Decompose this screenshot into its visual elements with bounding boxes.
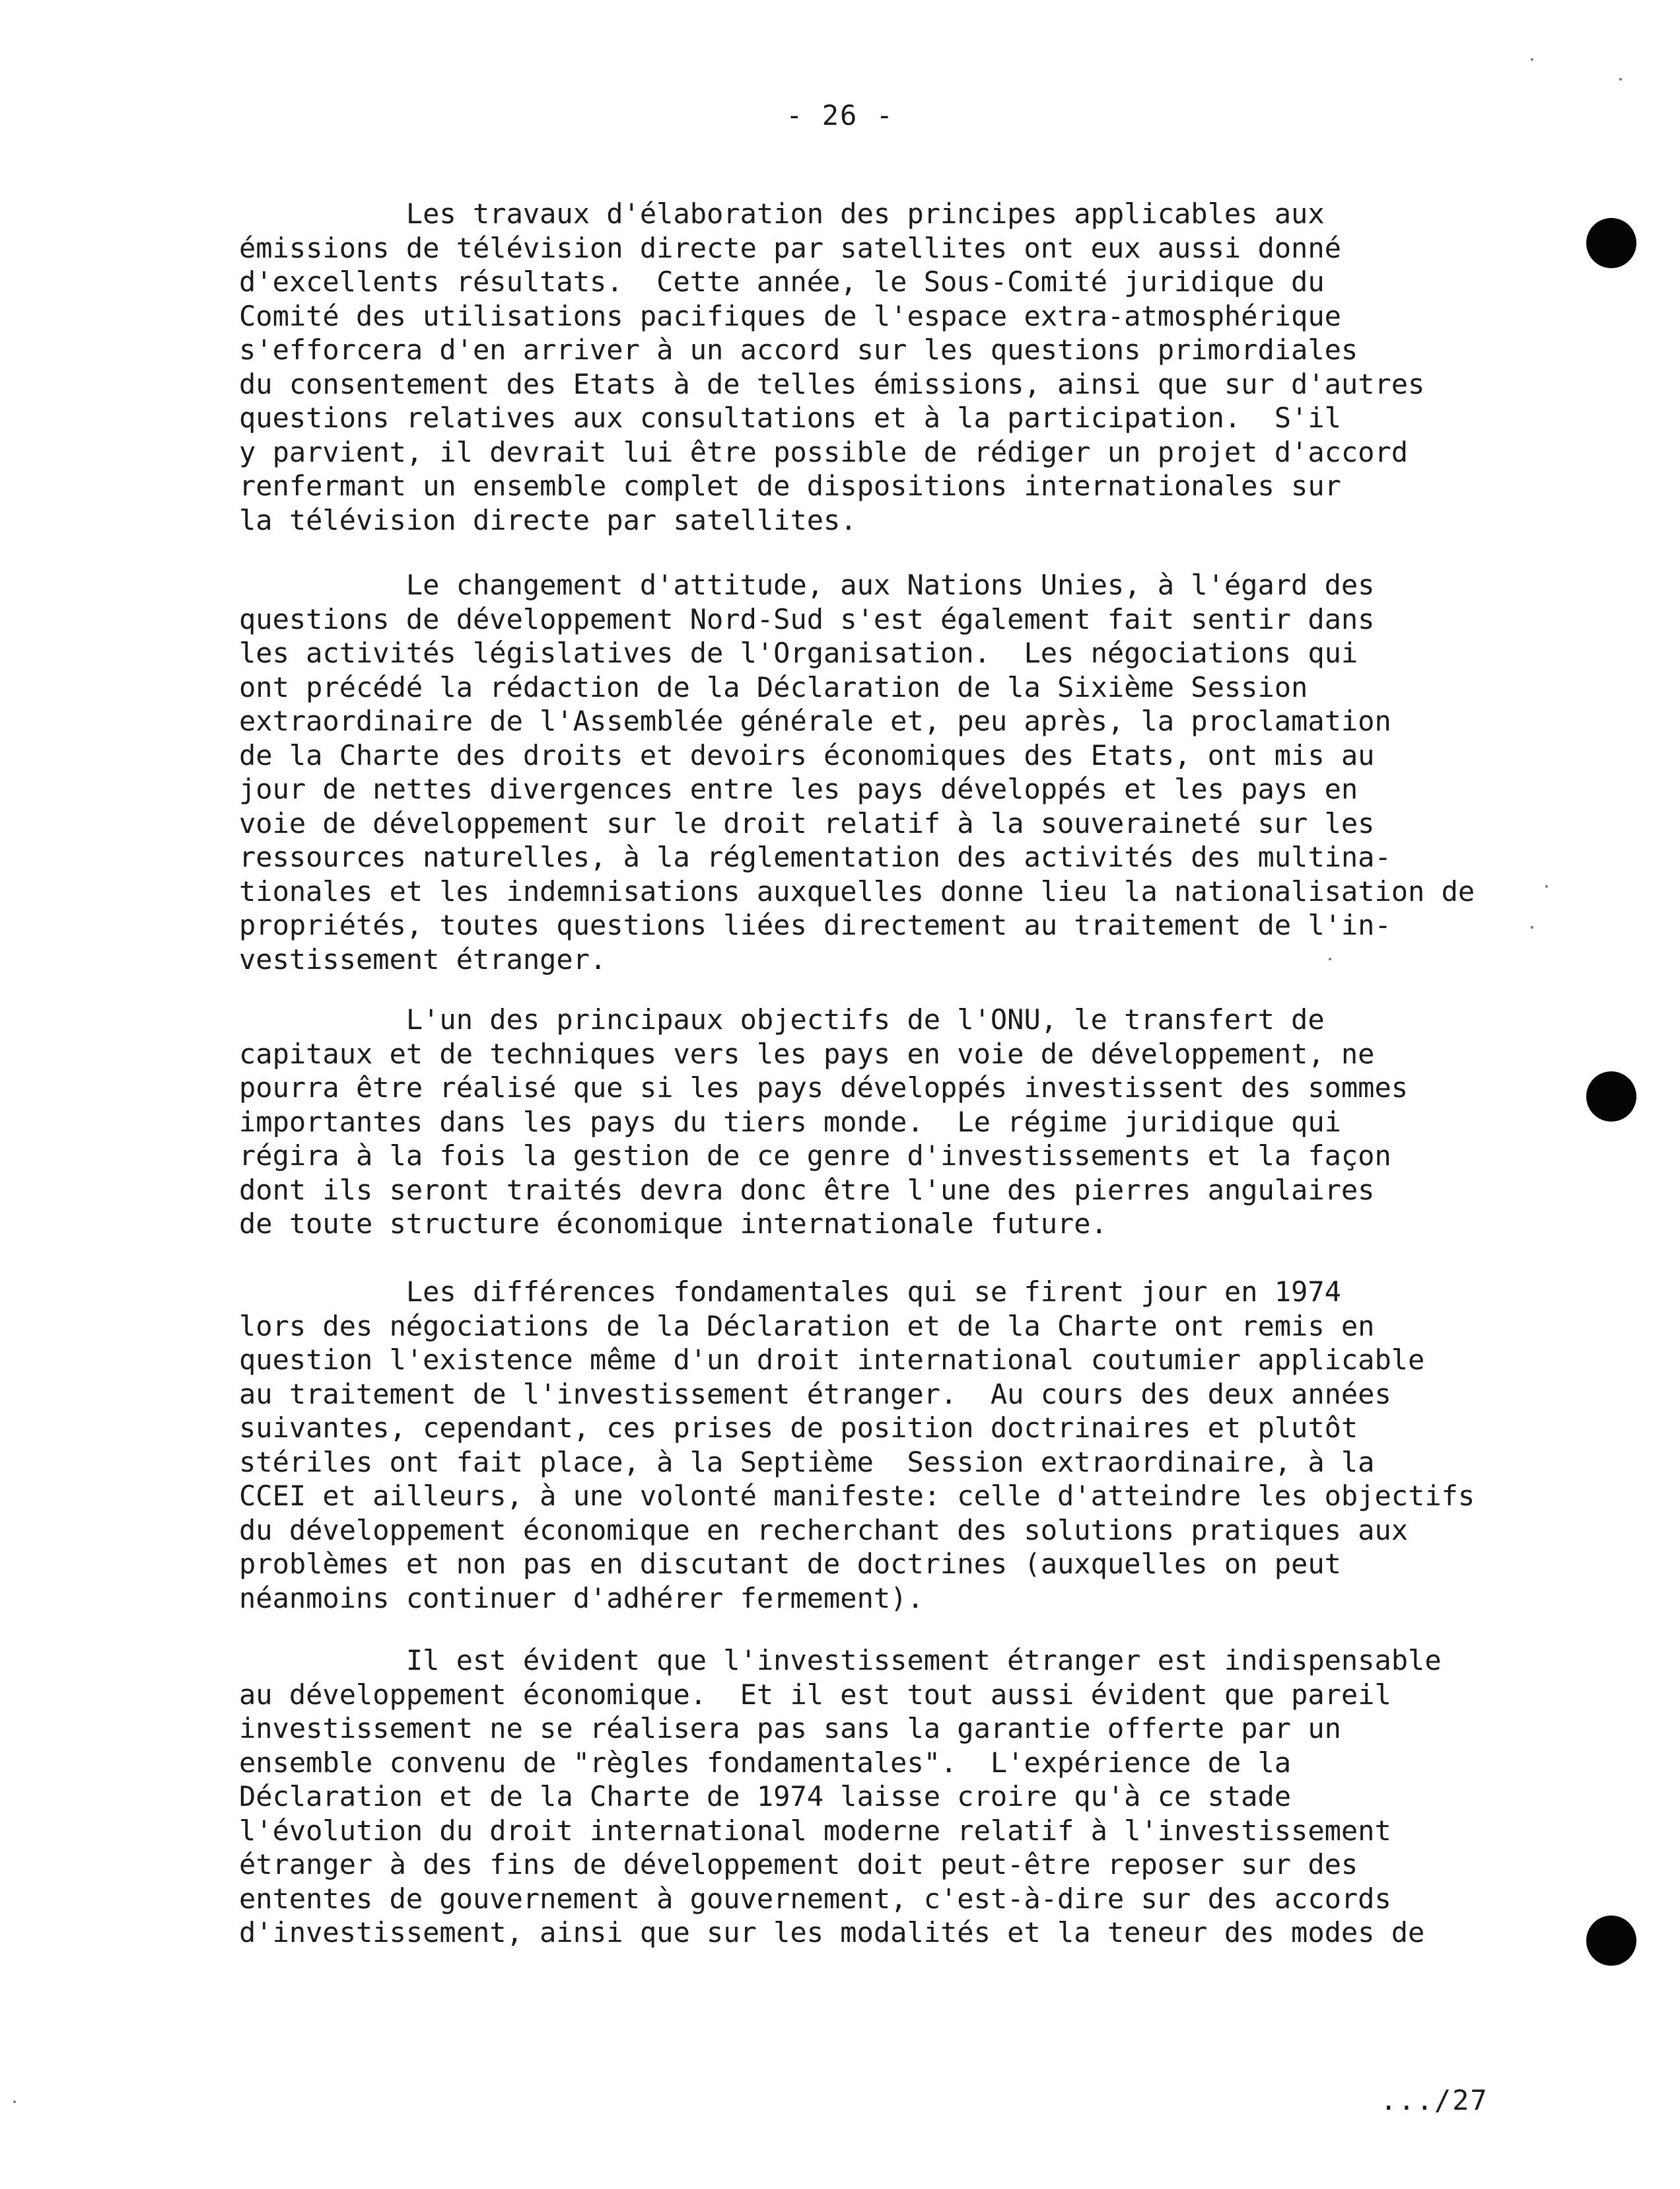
scan-speck bbox=[1545, 885, 1548, 888]
paragraph-line: question l'existence même d'un droit international coutumier applicable bbox=[239, 1344, 1425, 1376]
paragraph-line: du développement économique en recherchant des solutions pratiques aux bbox=[239, 1513, 1409, 1546]
paragraph-line: jour de nettes divergences entre les pays développés et les pays en bbox=[239, 773, 1358, 805]
paragraph-line: ensemble convenu de "règles fondamentales". L'expérience de la bbox=[239, 1746, 1292, 1779]
paragraph-line: d'excellents résultats. Cette année, le Sous-Comité juridique du bbox=[239, 266, 1325, 298]
paragraph-line: au traitement de l'investissement étranger. Au cours des deux années bbox=[239, 1377, 1391, 1410]
paragraph-line: régira à la fois la gestion de ce genre d'investissements et la façon bbox=[239, 1139, 1391, 1172]
paragraph-line: d'investissement, ainsi que sur les modalités et la teneur des modes de bbox=[239, 1916, 1425, 1949]
paragraph-line: vestissement étranger. bbox=[239, 943, 607, 976]
paragraph-line: Les travaux d'élaboration des principes applicables aux bbox=[239, 197, 1325, 230]
scan-speck bbox=[1531, 926, 1533, 929]
scan-speck bbox=[1619, 78, 1622, 81]
paragraph-line: y parvient, il devrait lui être possible de rédiger un projet d'accord bbox=[239, 435, 1409, 468]
paragraph-line: Comité des utilisations pacifiques de l'espace extra-atmosphérique bbox=[239, 299, 1341, 332]
paragraph-line: renfermant un ensemble complet de dispositions internationales sur bbox=[239, 470, 1341, 502]
paragraph-1 bbox=[239, 197, 1507, 537]
paragraph-line: suivantes, cependant, ces prises de position doctrinaires et plutôt bbox=[239, 1412, 1358, 1444]
paragraph-line: tionales et les indemnisations auxquelles donne lieu la nationalisation de bbox=[239, 875, 1475, 908]
paragraph-line: de toute structure économique internationale future. bbox=[239, 1207, 1107, 1240]
paragraph-line: la télévision directe par satellites. bbox=[239, 503, 857, 536]
paragraph-line: Les différences fondamentales qui se firent jour en 1974 bbox=[239, 1275, 1341, 1308]
paragraph-line: au développement économique. Et il est tout aussi évident que pareil bbox=[239, 1678, 1391, 1711]
paragraph-line: les activités législatives de l'Organisation. Les négociations qui bbox=[239, 637, 1358, 669]
punch-hole bbox=[1586, 218, 1636, 268]
paragraph-line: Le changement d'attitude, aux Nations Unies, à l'égard des bbox=[239, 569, 1375, 601]
paragraph-line: lors des négociations de la Déclaration et de la Charte ont remis en bbox=[239, 1309, 1375, 1342]
paragraph-4 bbox=[239, 1275, 1507, 1615]
paragraph-line: pourra être réalisé que si les pays développés investissent des sommes bbox=[239, 1071, 1409, 1104]
paragraph-line: l'évolution du droit international moderne relatif à l'investissement bbox=[239, 1814, 1391, 1847]
paragraph-5 bbox=[239, 1643, 1507, 1950]
paragraph-2 bbox=[239, 568, 1507, 976]
paragraph-3 bbox=[239, 1003, 1507, 1241]
paragraph-line: importantes dans les pays du tiers monde. Le régime juridique qui bbox=[239, 1105, 1341, 1138]
paragraph-line: propriétés, toutes questions liées directement au traitement de l'in- bbox=[239, 909, 1391, 941]
paragraph-line: s'efforcera d'en arriver à un accord sur les questions primordiales bbox=[239, 334, 1358, 366]
scan-speck bbox=[13, 2100, 16, 2103]
paragraph-line: capitaux et de techniques vers les pays en voie de développement, ne bbox=[239, 1037, 1375, 1070]
paragraph-line: dont ils seront traités devra donc être l'une des pierres angulaires bbox=[239, 1173, 1375, 1206]
continuation-marker: .../27 bbox=[1380, 2084, 1488, 2116]
page-number: - 26 - bbox=[786, 99, 894, 131]
paragraph-line: ont précédé la rédaction de la Déclaration de la Sixième Session bbox=[239, 670, 1308, 703]
punch-hole bbox=[1586, 1071, 1636, 1122]
paragraph-line: de la Charte des droits et devoirs économiques des Etats, ont mis au bbox=[239, 738, 1375, 772]
paragraph-line: stériles ont fait place, à la Septième Session extraordinaire, à la bbox=[239, 1445, 1375, 1478]
paragraph-line: ententes de gouvernement à gouvernement, c'est-à-dire sur des accords bbox=[239, 1882, 1391, 1915]
paragraph-line: étranger à des fins de développement doit peut-être reposer sur des bbox=[239, 1848, 1358, 1881]
paragraph-line: Il est évident que l'investissement étranger est indispensable bbox=[239, 1644, 1442, 1676]
paragraph-line: du consentement des Etats à de telles émissions, ainsi que sur d'autres bbox=[239, 367, 1425, 400]
paragraph-line: CCEI et ailleurs, à une volonté manifeste: celle d'atteindre les objectifs bbox=[239, 1480, 1475, 1512]
paragraph-line: ressources naturelles, à la réglementation des activités des multina- bbox=[239, 841, 1391, 873]
paragraph-line: néanmoins continuer d'adhérer fermement). bbox=[239, 1581, 924, 1614]
paragraph-line: questions relatives aux consultations et à la participation. S'il bbox=[239, 402, 1341, 434]
scan-speck bbox=[1531, 58, 1533, 61]
paragraph-line: problèmes et non pas en discutant de doctrines (auxquelles on peut bbox=[239, 1548, 1341, 1580]
paragraph-line: questions de développement Nord-Sud s'est également fait sentir dans bbox=[239, 602, 1375, 635]
paragraph-line: émissions de télévision directe par satellites ont eux aussi donné bbox=[239, 231, 1341, 264]
scan-speck bbox=[1329, 958, 1331, 960]
paragraph-line: investissement ne se réalisera pas sans la garantie offerte par un bbox=[239, 1712, 1341, 1744]
punch-hole bbox=[1586, 1916, 1636, 1966]
paragraph-line: extraordinaire de l'Assemblée générale et, peu après, la proclamation bbox=[239, 705, 1391, 737]
paragraph-line: L'un des principaux objectifs de l'ONU, le transfert de bbox=[239, 1003, 1325, 1036]
paragraph-line: voie de développement sur le droit relatif à la souveraineté sur les bbox=[239, 807, 1375, 840]
paragraph-line: Déclaration et de la Charte de 1974 laisse croire qu'à ce stade bbox=[239, 1780, 1292, 1812]
